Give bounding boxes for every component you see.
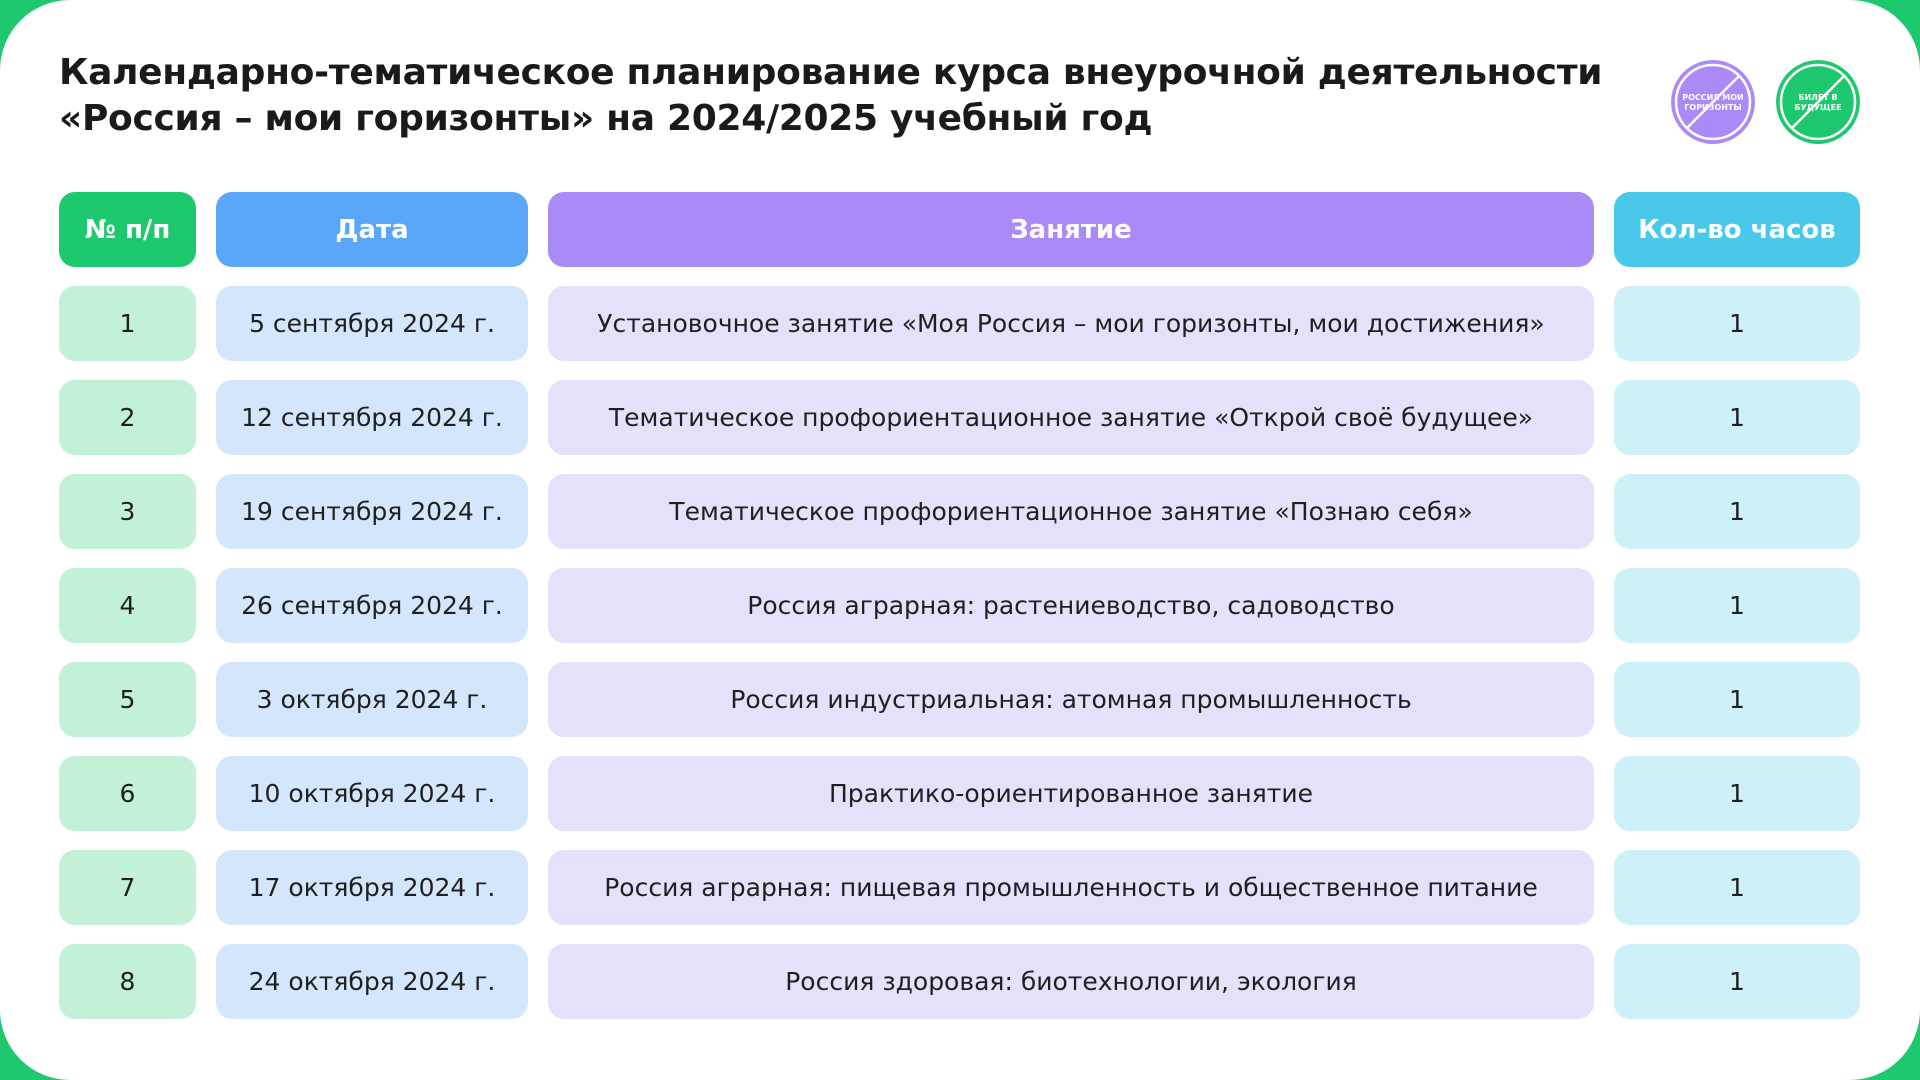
table-row: [59, 568, 1860, 643]
page-title: [59, 50, 1603, 142]
header-hours: Кол-во часов: [1614, 192, 1860, 267]
row-lesson: Россия аграрная: растениеводство, садоводство: [548, 568, 1594, 643]
row-hours: 1: [1614, 850, 1860, 925]
row-date: 19 сентября 2024 г.: [216, 474, 528, 549]
row-date: 5 сентября 2024 г.: [216, 286, 528, 361]
row-number: 6: [59, 756, 196, 831]
row-number: 2: [59, 380, 196, 455]
row-number: 8: [59, 944, 196, 1019]
row-number: 3: [59, 474, 196, 549]
logo-2-text-1: БИЛЕТ В: [1798, 93, 1838, 102]
row-date: 17 октября 2024 г.: [216, 850, 528, 925]
row-lesson: Россия аграрная: пищевая промышленность и общественное питание: [548, 850, 1594, 925]
row-lesson: Россия индустриальная: атомная промышленность: [548, 662, 1594, 737]
page-title-line-1: Календарно-тематическое планирование курса внеурочной деятельности: [59, 52, 1603, 93]
row-lesson: Установочное занятие «Моя Россия – мои горизонты, мои достижения»: [548, 286, 1594, 361]
row-number: 4: [59, 568, 196, 643]
row-lesson: Тематическое профориентационное занятие «Познаю себя»: [548, 474, 1594, 549]
row-hours: 1: [1614, 756, 1860, 831]
row-hours: 1: [1614, 474, 1860, 549]
row-number: 7: [59, 850, 196, 925]
row-hours: 1: [1614, 568, 1860, 643]
row-hours: 1: [1614, 286, 1860, 361]
row-date: 10 октября 2024 г.: [216, 756, 528, 831]
table-row: [59, 756, 1860, 831]
logo-2-text-2: БУДУЩЕЕ: [1794, 103, 1842, 112]
row-date: 12 сентября 2024 г.: [216, 380, 528, 455]
table-header-row: [59, 192, 1860, 267]
row-lesson: Россия здоровая: биотехнологии, экология: [548, 944, 1594, 1019]
row-date: 3 октября 2024 г.: [216, 662, 528, 737]
table-row: [59, 662, 1860, 737]
row-date: 26 сентября 2024 г.: [216, 568, 528, 643]
page-title-line-2: «Россия – мои горизонты» на 2024/2025 учебный год: [59, 98, 1153, 139]
table-row: [59, 474, 1860, 549]
table-row: [59, 850, 1860, 925]
table-row: [59, 286, 1860, 361]
row-lesson: Практико-ориентированное занятие: [548, 756, 1594, 831]
table-row: [59, 944, 1860, 1019]
row-hours: 1: [1614, 662, 1860, 737]
row-lesson: Тематическое профориентационное занятие «Открой своё будущее»: [548, 380, 1594, 455]
row-number: 5: [59, 662, 196, 737]
row-date: 24 октября 2024 г.: [216, 944, 528, 1019]
logo-1-text-2: ГОРИЗОНТЫ: [1684, 103, 1742, 112]
row-hours: 1: [1614, 380, 1860, 455]
ticket-to-future-logo: [1776, 60, 1860, 144]
logo-1-text-1: РОССИЯ МОИ: [1682, 93, 1744, 102]
header-date: Дата: [216, 192, 528, 267]
table-row: [59, 380, 1860, 455]
header-lesson: Занятие: [548, 192, 1594, 267]
row-hours: 1: [1614, 944, 1860, 1019]
russia-horizons-logo: [1671, 60, 1755, 144]
row-number: 1: [59, 286, 196, 361]
header-number: № п/п: [59, 192, 196, 267]
